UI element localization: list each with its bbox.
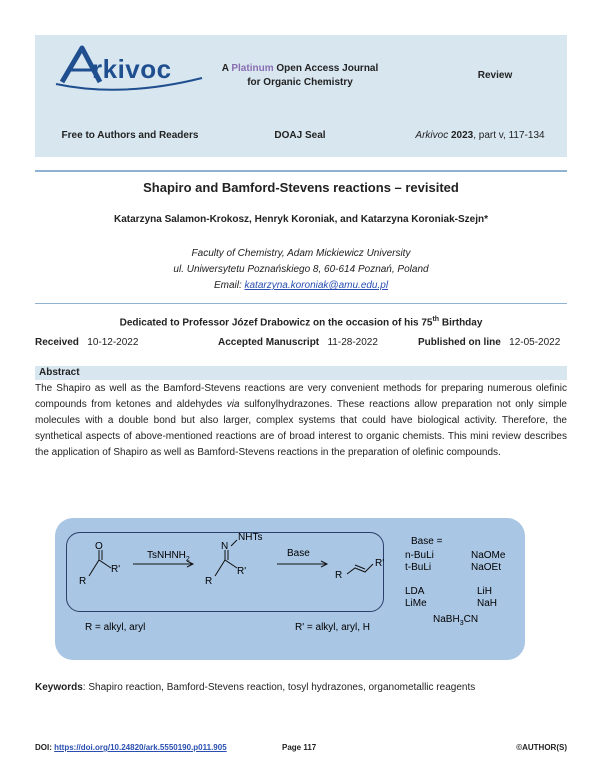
abstract-bar [35,366,567,380]
ketone-r: R [79,576,87,587]
abstract-text: The Shapiro as well as the Bamford-Stevens reactions are very convenient methods for preparing numerous olefinic compounds from ketones and aldehydes via sulfonylhydrazones. These reactions allow preparation not only simple molecules with a double bond but also larger, complex systems that could have biological activity. Therefore, the synthetical aspects of above-mentioned reactions are of broad interest to organic chemists. This mini review describes the application of Shapiro as well as Bamford-Stevens reactions in the preparation of olefinic compounds. [35,383,567,458]
keywords: Keywords: Shapiro reaction, Bamford-Stevens reaction, tosyl hydrazones, organometallic reagents [35,682,476,693]
base-item: LiH [477,586,493,597]
base-item-nabh3cn: NaBH$_3$CN [433,614,479,627]
base-item: LDA [405,586,425,597]
alkene-rprime: R' [375,558,385,569]
hydrazone-rprime: R' [237,566,247,577]
affiliation-line-2: ul. Uniwersytetu Poznańskiego 8, 60-614 Poznań, Poland [173,264,429,275]
base-item: NaOMe [471,550,506,561]
email-line: Email: katarzyna.koroniak@amu.edu.pl [213,280,389,291]
logo-wordmark: rkivoc [92,54,172,84]
base-item: n-BuLi [405,550,434,561]
alkene-r: R [335,570,343,581]
journal-tagline: A Platinum Open Access Journal for Organic Chemistry [221,63,379,88]
author-list: Katarzyna Salamon-Krokosz, Henryk Koroniak, and Katarzyna Koroniak-Szejn* [114,214,488,225]
reagent-base: Base [287,548,310,559]
divider [35,170,567,172]
hydrazone-n: N [221,541,229,552]
hydrazone-r: R [205,576,213,587]
accepted-date: Accepted Manuscript 11-28-2022 [218,337,378,348]
hydrazone-nhts: NHTs [238,532,263,543]
doaj-seal-label: DOAJ Seal [274,130,326,141]
article-title: Shapiro and Bamford-Stevens reactions – revisited [143,180,459,195]
copyright: ©AUTHOR(S) [516,743,567,752]
email-link[interactable]: katarzyna.koroniak@amu.edu.pl [244,280,389,291]
free-access-label: Free to Authors and Readers [61,130,199,141]
divider [35,303,567,304]
ketone-rprime: R' [111,564,121,575]
dedication: Dedicated to Professor Józef Drabowicz on the occasion of his 75th Birthday [119,316,483,329]
base-item: NaH [477,598,498,609]
scheme-drawing [55,518,525,660]
ketone-oxygen: O [95,541,103,552]
published-date: Published on line 12-05-2022 [418,337,561,348]
page-number: Page 117 [282,743,317,752]
doi-link[interactable]: https://doi.org/10.24820/ark.5550190.p011.905 [54,743,227,752]
abstract-heading: Abstract [39,367,80,378]
base-item: t-BuLi [405,562,432,573]
base-item: LiMe [405,598,427,609]
reagent-tsnhnh2: TsNHNH$_2$ [147,550,190,563]
citation: Arkivoc 2023, part v, 117-134 [415,130,545,141]
received-date: Received 10-12-2022 [35,337,139,348]
arkivoc-logo [52,40,212,100]
page-footer: DOI: https://doi.org/10.24820/ark.5550190.p011.905 Page 117 ©AUTHOR(S) [35,743,567,752]
r-definition: R = alkyl, aryl [85,622,146,633]
base-title: Base = [411,536,443,547]
affiliation-line-1: Faculty of Chemistry, Adam Mickiewicz University [191,248,411,259]
rprime-definition: R' = alkyl, aryl, H [295,622,370,633]
base-item: NaOEt [471,562,502,573]
article-type: Review [477,70,513,81]
